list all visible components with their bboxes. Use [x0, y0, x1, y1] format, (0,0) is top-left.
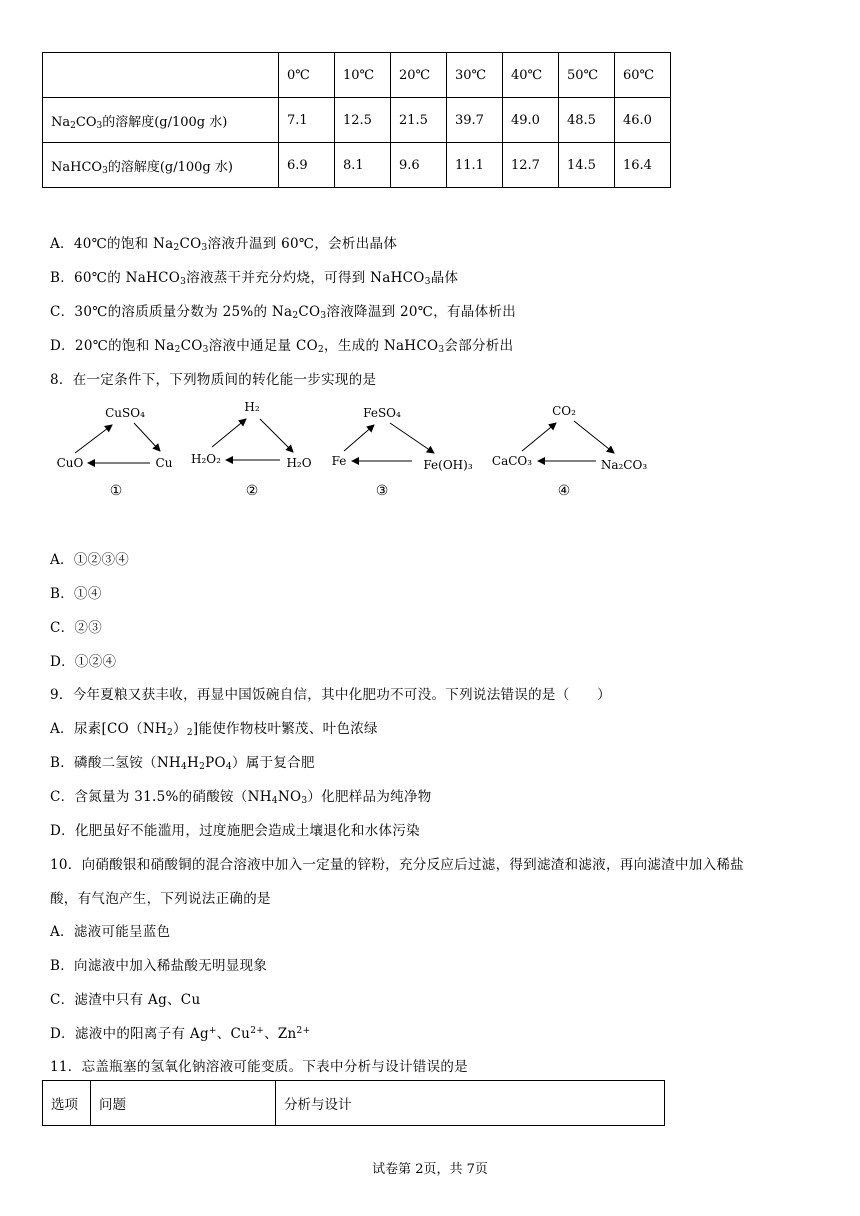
diagram-3-number: ③ [375, 483, 389, 499]
q11-stem: 11．忘盖瓶塞的氢氧化钠溶液可能变质。下表中分析与设计错误的是 [50, 1059, 468, 1075]
arrow [574, 421, 614, 453]
table-header-cell: 50℃ [559, 53, 615, 98]
table-header-cell: 选项 [43, 1081, 91, 1126]
table-header-cell: 60℃ [615, 53, 671, 98]
table-cell: 48.5 [559, 98, 615, 143]
arrow [212, 419, 246, 447]
q7-option-b: B．60℃的 NaHCO$_3$溶液蒸干并充分灼烧，可得到 NaHCO$_3$晶体 [50, 270, 459, 287]
table-cell: 12.7 [503, 143, 559, 188]
diagram-1-left: CuO [56, 456, 84, 470]
q9-option-c: C．含氮量为 31.5%的硝酸铵$(NH_4NO_3)$化肥样品为纯净物 [50, 789, 432, 806]
diagram-3-right: Fe(OH)₃ [423, 458, 473, 472]
table-header-cell: 0℃ [279, 53, 335, 98]
table-header-cell: 30℃ [447, 53, 503, 98]
q10-stem-line2: 酸，有气泡产生，下列说法正确的是 [50, 891, 271, 907]
diagram-2-left: H₂O₂ [191, 452, 221, 466]
diagram-3 [332, 406, 473, 499]
diagram-1-top: CuSO₄ [105, 406, 145, 420]
q9-option-a: A．尿素$[CO(NH_2)_2]$能使作物枝叶繁茂、叶色浓绿 [50, 721, 378, 738]
table-header-cell [43, 53, 279, 98]
solubility-table [42, 52, 671, 188]
q8-option-d: D．①②④ [50, 654, 117, 670]
diagram-2-number: ② [245, 483, 259, 499]
q10-stem-line1: 10．向硝酸银和硝酸铜的混合溶液中加入一定量的锌粉，充分反应后过滤，得到滤渣和滤液，再向滤渣中加入稀盐 [50, 857, 744, 873]
diagram-4-right: Na₂CO₃ [600, 458, 648, 472]
q8-stem: 8．在一定条件下，下列物质间的转化能一步实现的是 [50, 372, 377, 388]
table-cell: 6.9 [279, 143, 335, 188]
table-header-row [43, 53, 671, 98]
table-header-cell: 分析与设计 [276, 1081, 665, 1126]
q9-option-d: D．化肥虽好不能滥用，过度施肥会造成土壤退化和水体污染 [50, 823, 420, 839]
q8-conversion-diagrams [40, 395, 680, 505]
q11-table [42, 1080, 665, 1126]
table-header-row [43, 1081, 665, 1126]
table-cell: 39.7 [447, 98, 503, 143]
diagram-2 [191, 400, 312, 499]
table-cell: 11.1 [447, 143, 503, 188]
table-cell: 14.5 [559, 143, 615, 188]
diagram-2-right: H₂O [286, 456, 312, 470]
q10-option-d: D．滤液中的阳离子有 Ag+、$Cu^{2+}$、$Zn^{2+}$ [50, 1026, 311, 1042]
diagram-1-right: Cu [155, 456, 173, 470]
row-label: NaHCO$_3$的溶解度(g/100g 水) [43, 143, 279, 188]
q10-option-a: A．滤液可能呈蓝色 [50, 924, 171, 940]
q8-option-b: B．①④ [50, 586, 102, 602]
diagram-4 [492, 404, 647, 499]
diagram-1-number: ① [109, 483, 123, 499]
page-footer: 试卷第 2页，共 7页 [372, 1162, 488, 1177]
table-cell: 46.0 [615, 98, 671, 143]
q7-option-a: A．40℃的饱和 $Na_2CO_3$溶液升温到 60℃，会析出晶体 [50, 236, 398, 253]
diagram-2-top: H₂ [244, 400, 260, 414]
table-header-cell: 问题 [91, 1081, 276, 1126]
q7-option-d: D．20℃的饱和 $Na_2CO_3$溶液中通足量 $CO_2$，生成的 NaHCO$_3$会部分析出 [50, 338, 514, 355]
table-cell: 9.6 [391, 143, 447, 188]
table-cell: 16.4 [615, 143, 671, 188]
table-cell: 12.5 [335, 98, 391, 143]
table-row [43, 143, 671, 188]
diagram-4-left: CaCO₃ [491, 454, 533, 468]
arrow [260, 419, 293, 452]
table-header-cell: 10℃ [335, 53, 391, 98]
q8-option-a: A．①②③④ [50, 552, 130, 568]
diagram-4-number: ④ [557, 483, 571, 499]
q9-option-b: B．磷酸二氢铵$(NH_4H_2PO_4)$属于复合肥 [50, 755, 315, 772]
diagram-3-left: Fe [331, 454, 347, 468]
table-cell: 49.0 [503, 98, 559, 143]
table-row [43, 98, 671, 143]
table-cell: 7.1 [279, 98, 335, 143]
arrow [134, 423, 160, 451]
row-label: $Na_2CO_3$的溶解度(g/100g 水) [43, 98, 279, 143]
diagram-4-top: CO₂ [552, 404, 576, 418]
q8-option-c: C．②③ [50, 620, 103, 636]
q10-option-b: B．向滤液中加入稀盐酸无明显现象 [50, 958, 268, 974]
table-cell: 21.5 [391, 98, 447, 143]
table-header-cell: 20℃ [391, 53, 447, 98]
diagram-1 [57, 406, 173, 499]
q9-stem: 9．今年夏粮又获丰收，再显中国饭碗自信，其中化肥功不可没。下列说法错误的是（ ） [50, 687, 611, 703]
q7-option-c: C．30℃的溶质质量分数为 25%的 $Na_2CO_3$溶液降温到 20℃，有晶体析出 [50, 304, 516, 321]
arrow [344, 425, 374, 451]
arrow [75, 425, 112, 453]
arrow [390, 423, 434, 453]
arrow [522, 423, 556, 451]
diagram-3-top: FeSO₄ [363, 406, 401, 420]
table-cell: 8.1 [335, 143, 391, 188]
table-header-cell: 40℃ [503, 53, 559, 98]
q10-option-c: C．滤渣中只有 Ag、Cu [50, 992, 201, 1008]
